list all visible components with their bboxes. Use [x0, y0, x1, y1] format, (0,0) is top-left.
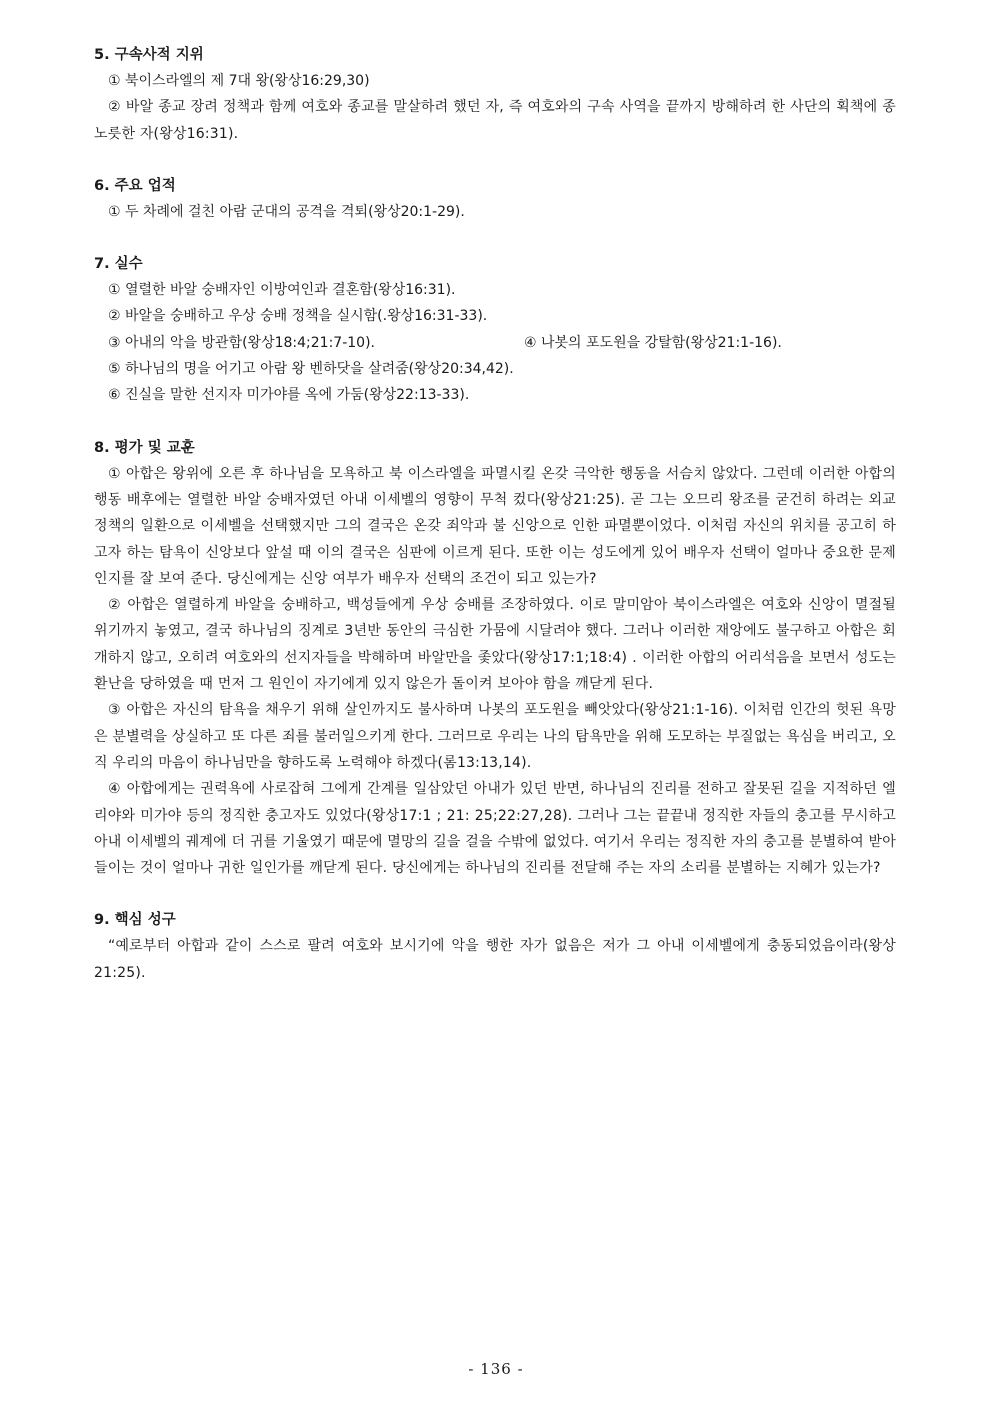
list-item: ① 두 차례에 걸친 아람 군대의 공격을 격퇴(왕상20:1-29).: [108, 203, 465, 220]
list-item: ② 바알을 숭배하고 우상 숭배 정책을 실시함(.왕상16:31-33).: [108, 308, 488, 325]
section-7: [94, 251, 896, 408]
key-verse: “예로부터 아합과 같이 스스로 팔려 여호와 보시기에 악을 행한 자가 없음은 저가 그 아내 이세벨에게 충동되었음이라(왕상21:25).: [94, 938, 896, 981]
section-5: [94, 42, 896, 147]
document-page: [94, 42, 896, 1012]
paragraph: ② 아합은 열렬하게 바알을 숭배하고, 백성들에게 우상 숭배를 조장하였다. 이로 말미암아 북이스라엘은 여호와 신앙이 멸절될 위기까지 놓였고, 결국 하나님의 징계로 3년반 동안의 극심한 가뭄에 시달려야 했다. 그러나 이러한 재앙에도 불구하고 아합은 회개하지 않고, 오히려 여호와의 선지자들을 박해하며 바알만을 좇았다(왕상17:1;18:4) . 이러한 아합의 어리석음을 보면서 성도는 환난을 당하였을 때 먼저 그 원인이 자기에게 있지 않은가 돌이켜 보아야 함을 깨닫게 된다.: [94, 597, 896, 693]
page-number: - 136 -: [468, 1360, 524, 1378]
section-6: [94, 173, 896, 225]
paragraph: ③ 아합은 자신의 탐욕을 채우기 위해 살인까지도 불사하며 나봇의 포도원을 빼앗았다(왕상21:1-16). 이처럼 인간의 헛된 욕망은 분별력을 상실하고 또 다른 죄를 불러일으키게 한다. 그러므로 우리는 나의 탐욕만을 위해 도모하는 부질없는 욕심을 버리고, 오직 우리의 마음이 하나님만을 향하도록 노력해야 하겠다(롬13:13,14).: [94, 702, 896, 771]
section-heading: 9. 핵심 성구: [94, 912, 176, 929]
list-item: ⑤ 하나님의 명을 어기고 아람 왕 벤하닷을 살려줌(왕상20:34,42).: [108, 361, 514, 378]
list-row: [94, 330, 896, 356]
section-8: [94, 435, 896, 882]
list-item: ③ 아내의 악을 방관함(왕상18:4;21:7-10).: [108, 334, 375, 351]
section-9: [94, 907, 896, 986]
list-item: ⑥ 진실을 말한 선지자 미가야를 옥에 가둠(왕상22:13-33).: [108, 387, 470, 404]
list-item: ④ 나봇의 포도원을 강탈함(왕상21:1-16).: [524, 334, 782, 351]
paragraph: ④ 아합에게는 권력욕에 사로잡혀 그에게 간계를 일삼았던 아내가 있던 반면, 하나님의 진리를 전하고 잘못된 길을 지적하던 엘리야와 미가야 등의 정직한 충고자도 있었다(왕상17:1 ; 21: 25;22:27,28). 그러나 그는 끝끝내 정직한 자들의 충고를 무시하고 아내 이세벨의 궤계에 더 귀를 기울였기 때문에 멸망의 길을 걸을 수밖에 없었다. 여기서 우리는 정직한 자의 충고를 분별하여 받아들이는 것이 얼마나 귀한 일인가를 깨닫게 된다. 당신에게는 하나님의 진리를 전달해 주는 자의 소리를 분별하는 지혜가 있는가?: [94, 781, 896, 877]
paragraph: ① 아합은 왕위에 오른 후 하나님을 모욕하고 북 이스라엘을 파멸시킬 온갖 극악한 행동을 서슴치 않았다. 그런데 이러한 아합의 행동 배후에는 열렬한 바알 숭배자였던 아내 이세벨의 영향이 무척 컸다(왕상21:25). 곧 그는 오므리 왕조를 굳건히 하려는 외교 정책의 일환으로 이세벨을 선택했지만 그의 결국은 온갖 죄악과 불 신앙으로 인한 파멸뿐이었다. 이처럼 자신의 위치를 공고히 하고자 하는 탐욕이 신앙보다 앞설 때 이의 결국은 심판에 이르게 된다. 또한 이는 성도에게 있어 배우자 선택이 얼마나 중요한 문제인지를 잘 보여 준다. 당신에게는 신앙 여부가 배우자 선택의 조건이 되고 있는가?: [94, 465, 896, 587]
list-item: ① 열렬한 바알 숭배자인 이방여인과 결혼함(왕상16:31).: [108, 282, 456, 299]
section-heading: 6. 주요 업적: [94, 177, 176, 194]
section-heading: 5. 구속사적 지위: [94, 47, 204, 63]
list-item: ① 북이스라엘의 제 7대 왕(왕상16:29,30): [108, 73, 370, 89]
list-item: ② 바알 종교 장려 정책과 함께 여호와 종교를 말살하려 했던 자, 즉 여호와의 구속 사역을 끝까지 방해하려 한 사단의 획책에 종노릇한 자(왕상16:31).: [94, 99, 896, 142]
section-heading: 8. 평가 및 교훈: [94, 439, 195, 456]
section-heading: 7. 실수: [94, 256, 143, 273]
